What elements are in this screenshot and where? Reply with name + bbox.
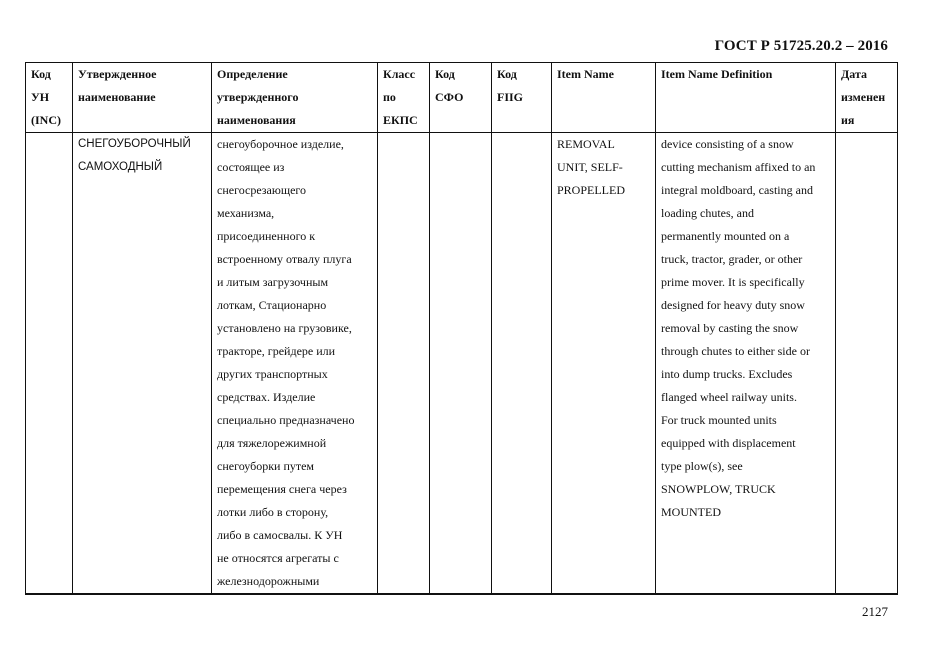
column-header-fiig-code: Код FIIG <box>492 63 552 133</box>
cell-sfo-code <box>430 133 492 595</box>
cell-item-name: REMOVAL UNIT, SELF- PROPELLED <box>552 133 656 595</box>
cell-change-date <box>836 133 898 595</box>
document-title: ГОСТ Р 51725.20.2 – 2016 <box>714 38 888 54</box>
column-header-inc: Код УН (INC) <box>26 63 73 133</box>
cell-ekps-class <box>378 133 430 595</box>
cell-definition-ru: снегоуборочное изделие, состоящее из снегосрезающего механизма, присоединенного к встроенному отвалу плуга и литым загрузочным лоткам, Стационарно установлено на грузовике, тракторе, грейдере или других транспортных средствах. Изделие специально предназначено для тяжелорежимной снегоуборки путем перемещения снега через лотки либо в сторону, либо в самосвалы. К УН не относятся агрегаты с железнодорожными <box>212 133 378 595</box>
cell-inc <box>26 133 73 595</box>
column-header-change-date: Дата изменен ия <box>836 63 898 133</box>
table-header-row <box>26 63 898 133</box>
column-header-approved-name: Утвержденное наименование <box>73 63 212 133</box>
cell-item-name-definition: device consisting of a snow cutting mechanism affixed to an integral moldboard, casting and loading chutes, and permanently mounted on a truck, tractor, grader, or other prime mover. It is specifically designed for heavy duty snow removal by casting the snow through chutes to either side or into dump trucks. Excludes flanged wheel railway units. For truck mounted units equipped with displacement type plow(s), see SNOWPLOW, TRUCK MOUNTED <box>656 133 836 595</box>
nomenclature-table <box>25 62 898 595</box>
cell-approved-name: СНЕГОУБОРОЧНЫЙ САМОХОДНЫЙ <box>73 133 212 595</box>
table-row <box>26 133 898 595</box>
page-number: 2127 <box>862 604 888 619</box>
cell-fiig-code <box>492 133 552 595</box>
column-header-ekps-class: Класс по ЕКПС <box>378 63 430 133</box>
column-header-item-name: Item Name <box>552 63 656 133</box>
column-header-definition: Определение утвержденного наименования <box>212 63 378 133</box>
column-header-sfo-code: Код СФО <box>430 63 492 133</box>
column-header-item-name-definition: Item Name Definition <box>656 63 836 133</box>
